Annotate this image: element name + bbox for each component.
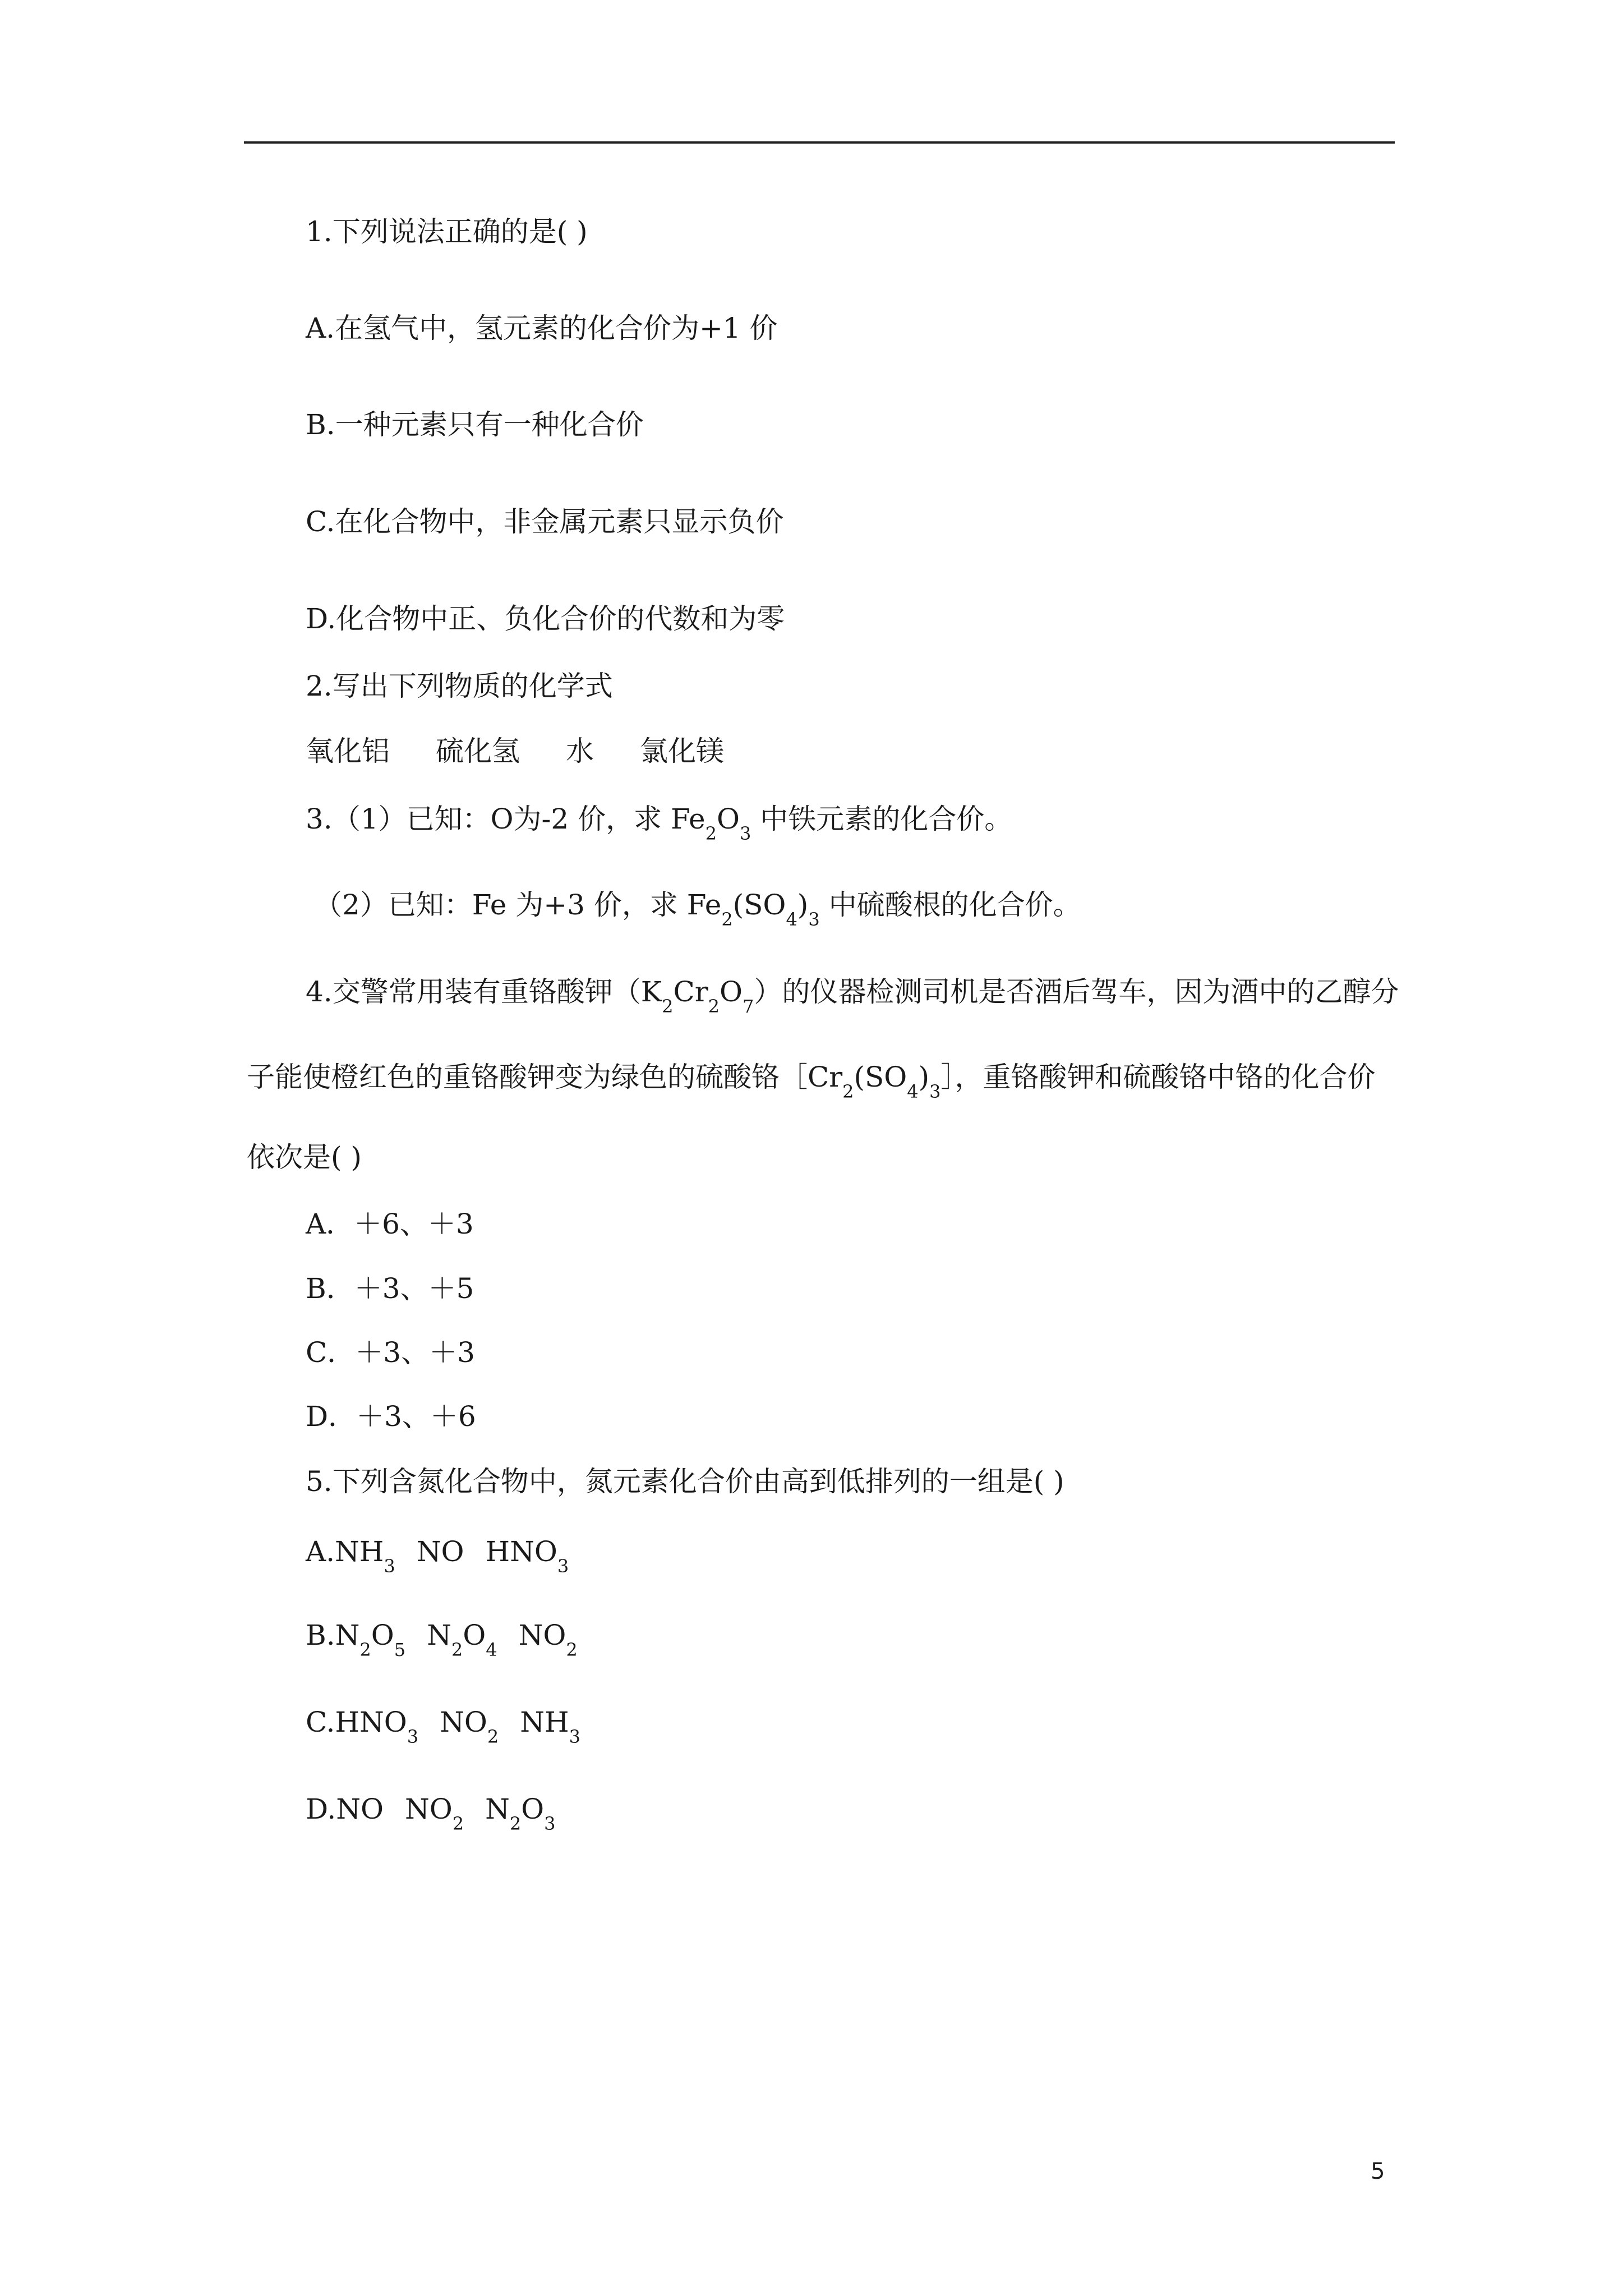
q3-part-2: （2）已知：Fe 为+3 价，求 $Fe_2(SO_4)_3$ 中硫酸根的化合价。	[314, 889, 1081, 930]
page-number: 5	[1371, 2159, 1385, 2184]
q4-option-a: A．＋6、＋3	[306, 1208, 474, 1240]
q1-option-a: A.在氢气中，氢元素的化合价为+1 价	[306, 312, 778, 344]
formula-hno3: $HNO_3$	[335, 1706, 419, 1747]
q1-option-c: C.在化合物中，非金属元素只显示负价	[306, 505, 784, 538]
formula-no: NO	[416, 1535, 464, 1568]
formula-no2: $NO_2$	[404, 1793, 464, 1834]
q4-stem-line-1: 4.交警常用装有重铬酸钾$(K_2Cr_2O_7)$的仪器检测司机是否酒后驾车，因为酒中的乙醇分	[306, 976, 1399, 1017]
formula-k2cr2o7: $K_2Cr_2O_7$	[640, 976, 754, 1017]
q1-option-b: B.一种元素只有一种化合价	[306, 408, 644, 441]
formula-fe2o3: $Fe_2O_3$	[671, 803, 751, 844]
q5-option-d: D.NO $NO_2$ $N_2O_3$	[306, 1793, 556, 1834]
formula-hno3: $HNO_3$	[485, 1535, 569, 1577]
q2-item: 氧化铝	[306, 735, 390, 767]
formula-no: NO	[336, 1793, 384, 1825]
q4-stem-line-2: 子能使橙红色的重铬酸钾变为绿色的硫酸铬$[Cr_2(SO_4)_3]$，重铬酸钾和硫酸铬中铬的化合价	[247, 1061, 1376, 1102]
q4-option-c: C．＋3、＋3	[306, 1336, 475, 1369]
header-rule	[244, 141, 1395, 144]
q1-stem: 1.下列说法正确的是( )	[306, 215, 588, 248]
q2-stem: 2.写出下列物质的化学式	[306, 670, 613, 702]
q5-option-b: $B.N_2O_5$ $N_2O_4$ $NO_2$	[306, 1619, 578, 1660]
formula-cr2so43: $Cr_2(SO_4)_3$	[808, 1061, 941, 1102]
formula-n2o3: $N_2O_3$	[485, 1793, 556, 1834]
formula-fe2so43: $Fe_2(SO_4)_3$	[686, 889, 820, 930]
q5-option-a: $A.NH_3$ NO $HNO_3$	[306, 1535, 569, 1577]
q5-option-c: $C.HNO_3$ $NO_2$ $NH_3$	[306, 1706, 580, 1747]
formula-nh3: $NH_3$	[520, 1706, 580, 1747]
q2-item: 硫化氢	[436, 735, 520, 767]
q3-part-1: 3.（1）已知：O为-2 价，求 $Fe_2O_3$ 中铁元素的化合价。	[306, 803, 1013, 844]
q2-items	[306, 734, 724, 768]
formula-n2o4: $N_2O_4$	[427, 1619, 497, 1660]
q2-item: 氯化镁	[640, 735, 724, 767]
q4-stem-line-3: 依次是( )	[247, 1141, 362, 1174]
formula-no2: $NO_2$	[440, 1706, 499, 1747]
q5-stem: 5.下列含氮化合物中，氮元素化合价由高到低排列的一组是( )	[306, 1465, 1064, 1498]
formula-n2o5: $N_2O_5$	[335, 1619, 406, 1660]
q2-item: 水	[566, 735, 594, 767]
formula-nh3: $NH_3$	[335, 1535, 395, 1577]
q4-option-b: B．＋3、＋5	[306, 1272, 474, 1305]
q1-option-d: D.化合物中正、负化合价的代数和为零	[306, 602, 785, 635]
formula-no2: $NO_2$	[518, 1619, 578, 1660]
q4-option-d: D．＋3、＋6	[306, 1400, 476, 1433]
